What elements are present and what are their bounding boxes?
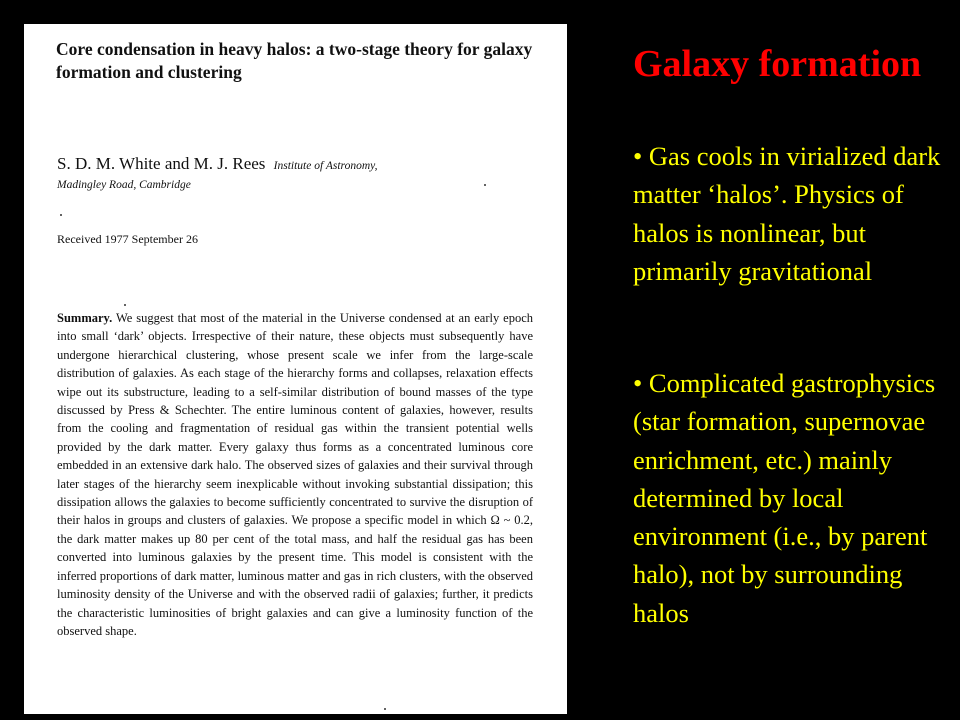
- paper-authors: S. D. M. White and M. J. Rees: [57, 154, 266, 173]
- paper-title: Core condensation in heavy halos: a two-stage theory for galaxy formation and clustering: [56, 39, 533, 82]
- paper-affiliation-address: Madingley Road, Cambridge: [57, 179, 191, 191]
- summary-label: Summary.: [57, 311, 113, 325]
- scan-speck: [484, 184, 486, 186]
- paper-affiliation: Institute of Astronomy,: [273, 160, 378, 172]
- scan-speck: [60, 214, 62, 216]
- paper-summary: [57, 309, 533, 640]
- scan-speck: [384, 708, 386, 710]
- bullet-gastrophysics: • Complicated gastrophysics (star formation, supernovae enrichment, etc.) mainly determined by local environment (i.e., by parent halo), not by surrounding halos: [633, 368, 936, 628]
- paper-authors-line: [57, 154, 557, 176]
- slide-title: Galaxy formation: [633, 43, 922, 85]
- paper-scan: [24, 24, 567, 714]
- paper-received-date: Received 1977 September 26: [57, 232, 198, 246]
- scan-speck: [124, 304, 126, 306]
- bullet-halos: • Gas cools in virialized dark matter ‘halos’. Physics of halos is nonlinear, but primarily gravitational: [633, 141, 941, 286]
- summary-text: We suggest that most of the material in the Universe condensed at an early epoch into small ‘dark’ objects. Irrespective of their nature, these objects must subsequently have undergone hierarchical clustering, whose present scale we infer from the large-scale distribution of galaxies. As each stage of the hierarchy forms and collapses, relaxation effects wipe out its substructure, leading to a self-similar distribution of bound masses of the type discussed by Press & Schechter. The entire luminous content of galaxies, however, results from the cooling and fragmentation of residual gas within the transient potential wells provided by the dark matter. Every galaxy thus forms as a concentrated luminous core embedded in an extensive dark halo. The observed sizes of galaxies and their survival through later stages of the hierarchy seem inexplicable without invoking substantial dissipation; this dissipation allows the galaxies to become sufficiently concentrated to survive the disruption of their halos in groups and clusters of galaxies. We propose a specific model in which Ω ~ 0.2, the dark matter makes up 80 per cent of the total mass, and half the residual gas has been converted into luminous galaxies by the present time. This model is consistent with the inferred proportions of dark matter, luminous matter and gas in rich clusters, with the observed luminosity density of the Universe and with the observed radii of galaxies; further, it predicts the characteristic luminosities of bright galaxies and can give a luminosity function of the observed shape.: [57, 311, 534, 638]
